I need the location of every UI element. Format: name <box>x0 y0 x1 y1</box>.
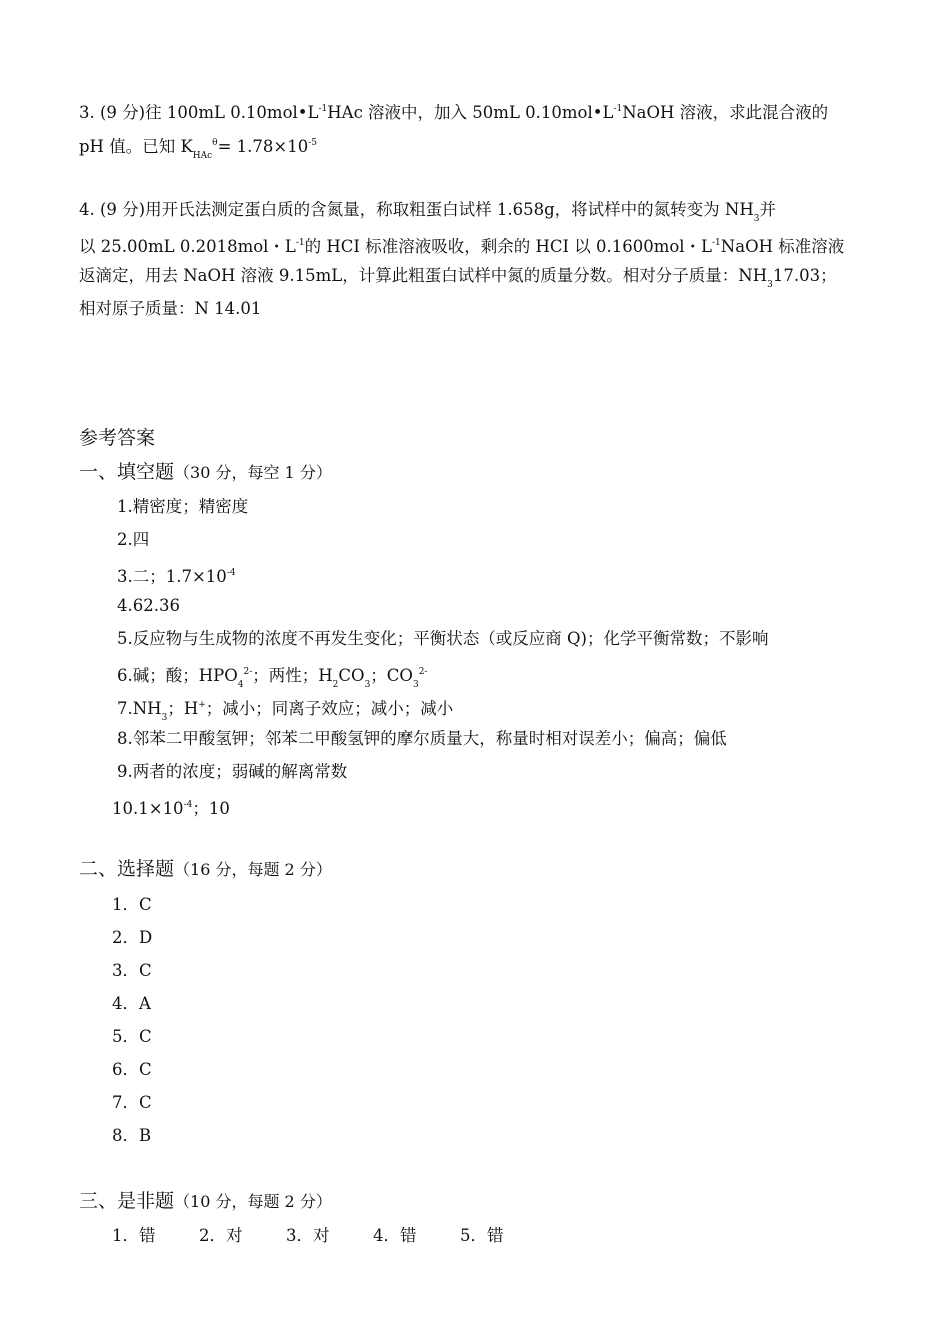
answer-text: ；H <box>167 699 199 718</box>
answer-2-item: 7．C <box>112 1093 152 1112</box>
q3-theta: θ <box>212 138 218 148</box>
answer-text: CO <box>338 666 365 685</box>
section-title: 三、是非题 <box>79 1190 175 1212</box>
q4-text: 17.03； <box>772 266 837 285</box>
q4-text: 返滴定，用去 NaOH 溶液 9.15mL，计算此粗蛋白试样中氮的质量分数。相对分子质量：NH <box>79 266 768 285</box>
section-note: （10 分，每题 2 分） <box>174 1192 332 1211</box>
q4-text: 的 HCI 标准溶液吸收，剩余的 HCI 以 0.1600mol・L <box>304 237 713 256</box>
answer-subscript: 3 <box>412 680 419 690</box>
answer-2-item: 6．C <box>112 1060 152 1079</box>
q4-subscript: 3 <box>767 280 773 290</box>
q4-text: 相对原子质量：N 14.01 <box>79 299 262 318</box>
answer-text: ；CO <box>370 666 413 685</box>
q4-line-1 <box>79 200 776 229</box>
section-title: 一、填空题 <box>79 461 175 483</box>
answer-2-item: 4．A <box>112 994 151 1013</box>
q3-text: pH 值。已知 K <box>79 137 193 156</box>
answer-superscript: -4 <box>226 568 236 578</box>
q4-subscript: 3 <box>753 214 760 224</box>
q4-superscript: -1 <box>295 238 305 248</box>
answer-1-9: 9.两者的浓度；弱碱的解离常数 <box>117 762 348 781</box>
answer-text: 3.二；1.7×10 <box>117 567 227 586</box>
q3-text: = 1.78×10 <box>217 137 309 156</box>
answer-2-item: 1．C <box>112 895 152 914</box>
q3-line-1 <box>79 99 828 123</box>
answer-3-item: 3．对 <box>286 1226 330 1245</box>
answer-3-item: 4．错 <box>373 1226 417 1245</box>
answer-text: ；10 <box>192 799 230 818</box>
q3-line-2 <box>79 133 317 166</box>
answer-text: ；减小；同离子效应；减小；减小 <box>205 699 454 718</box>
answer-2-item: 8．B <box>112 1126 152 1145</box>
answer-3-item: 1．错 <box>112 1226 156 1245</box>
answer-1-5: 5.反应物与生成物的浓度不再发生变化；平衡状态（或反应商 Q)；化学平衡常数；不影响 <box>117 629 769 648</box>
answer-subscript: 3 <box>364 680 371 690</box>
section2-heading <box>79 859 332 880</box>
section3-heading <box>79 1191 332 1212</box>
q3-superscript: -1 <box>613 104 623 114</box>
q4-line-4 <box>79 299 261 319</box>
answer-superscript: 2- <box>418 667 428 677</box>
answer-3-item: 5．错 <box>460 1226 504 1245</box>
answer-1-3 <box>117 563 236 587</box>
q4-text: 4. (9 分)用开氏法测定蛋白质的含氮量，称取粗蛋白试样 1.658g，将试样中的氮转变为 NH <box>79 200 754 219</box>
answers-title: 参考答案 <box>79 427 156 449</box>
q4-text: NaOH 标准溶液 <box>720 237 845 256</box>
q4-text: 以 25.00mL 0.2018mol・L <box>79 237 296 256</box>
section-title: 二、选择题 <box>79 858 175 880</box>
q4-line-2 <box>79 233 844 257</box>
answer-1-6 <box>117 662 427 695</box>
answer-text: ；两性；H <box>252 666 333 685</box>
answer-2-item: 3．C <box>112 961 152 980</box>
answer-text: 10.1×10 <box>112 799 184 818</box>
q3-text: HAc 溶液中，加入 50mL 0.10mol•L <box>327 103 614 122</box>
answer-text: 6.碱；酸；HPO <box>117 666 238 685</box>
q3-superscript: -5 <box>308 138 318 148</box>
section1-heading <box>79 462 332 483</box>
section-note: （16 分，每题 2 分） <box>174 860 332 879</box>
answer-1-8: 8.邻苯二甲酸氢钾；邻苯二甲酸氢钾的摩尔质量大，称量时相对误差小；偏高；偏低 <box>117 729 727 748</box>
answer-2-item: 2．D <box>112 928 153 947</box>
q3-superscript: -1 <box>318 104 328 114</box>
q3-text: NaOH 溶液，求此混合液的 <box>622 103 829 122</box>
answer-1-10 <box>112 795 230 819</box>
answer-subscript: 3 <box>161 713 168 723</box>
section-note: （30 分，每空 1 分） <box>174 463 332 482</box>
answer-1-4: 4.62.36 <box>117 596 180 615</box>
answer-1-2: 2.四 <box>117 530 150 549</box>
answer-text: 7.NH <box>117 699 162 718</box>
answer-subscript: 2 <box>332 680 339 690</box>
q4-line-3 <box>79 266 837 295</box>
answer-superscript: 2- <box>243 667 253 677</box>
q4-superscript: -1 <box>712 238 721 248</box>
answer-1-1: 1.精密度；精密度 <box>117 497 249 516</box>
q3-text: 3. (9 分)往 100mL 0.10mol•L <box>79 103 319 122</box>
q4-text: 并 <box>759 200 776 219</box>
q3-subscript: HAc <box>192 151 213 161</box>
answer-subscript: 4 <box>237 680 244 690</box>
answer-2-item: 5．C <box>112 1027 152 1046</box>
answer-superscript: -4 <box>183 800 193 810</box>
answer-3-item: 2．对 <box>199 1226 243 1245</box>
answer-superscript: + <box>198 700 206 710</box>
answer-1-7 <box>117 695 453 728</box>
